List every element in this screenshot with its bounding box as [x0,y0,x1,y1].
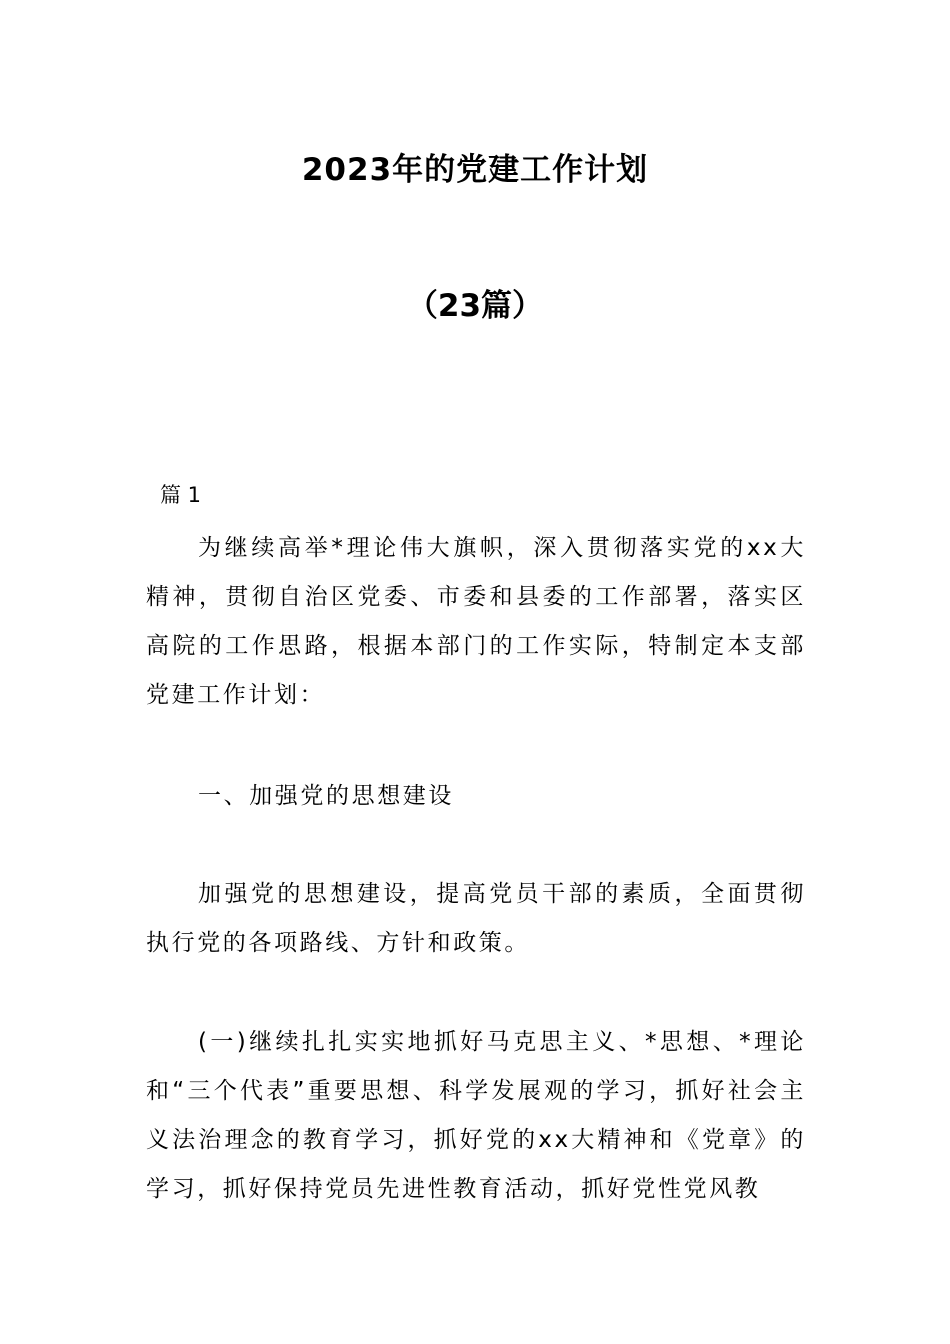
paragraph-thought-building: 加强党的思想建设，提高党员干部的素质，全面贯彻执行党的各项路线、方针和政策。 [146,881,806,956]
paragraph-intro: 为继续高举*理论伟大旗帜，深入贯彻落实党的xx大精神，贯彻自治区党委、市委和县委的工作部署，落实区高院的工作思路，根据本部门的工作实际，特制定本支部党建工作计划： [146,535,806,708]
document-subtitle: （23篇） [406,288,544,324]
paragraph-item-one: (一)继续扎扎实实地抓好马克思主义、*思想、*理论和“三个代表”重要思想、科学发展观的学习，抓好社会主义法治理念的教育学习，抓好党的xx大精神和《党章》的学习，抓好保持党员先进性教育活动，抓好党性党风教 [146,1029,806,1202]
heading-section-one: 一、加强党的思想建设 [198,783,454,809]
section-label: 篇 1 [160,483,202,507]
document-title: 2023年的党建工作计划 [301,152,649,188]
